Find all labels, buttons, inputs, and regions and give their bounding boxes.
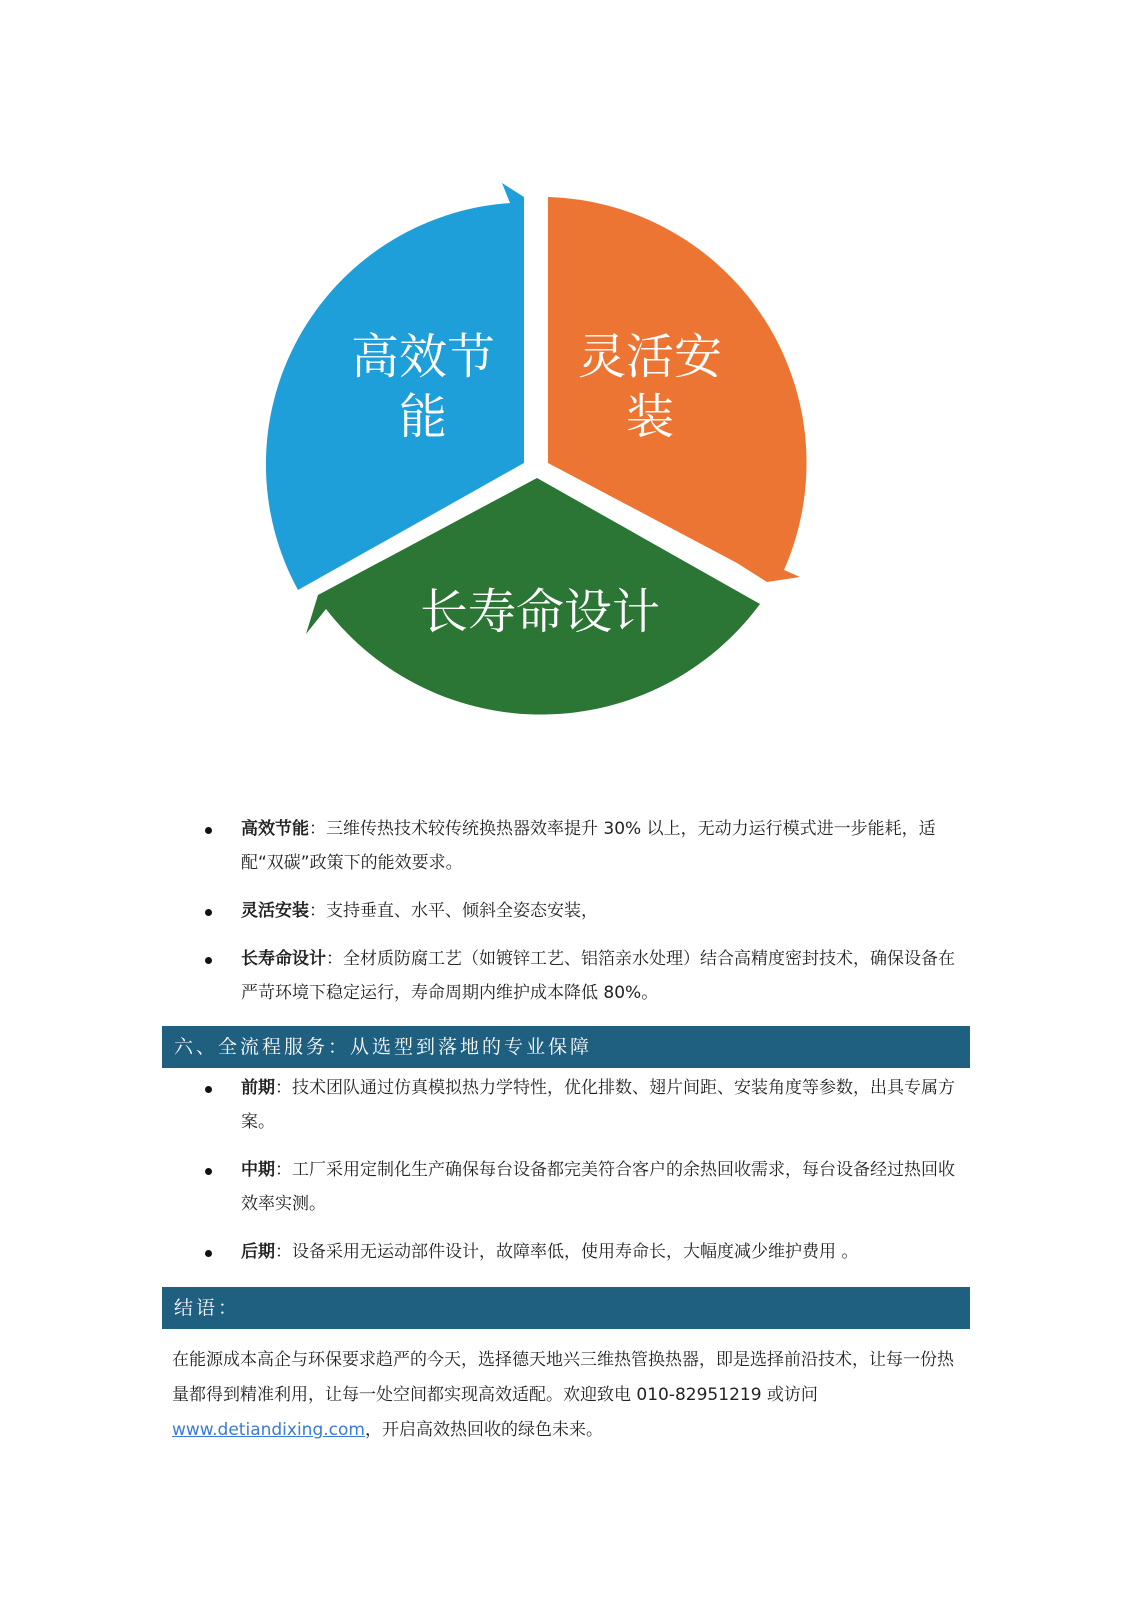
cycle-diagram — [255, 175, 825, 765]
term-separator: ： — [309, 901, 326, 921]
segment-efficiency-label-2: 能 — [398, 389, 448, 445]
list-item — [205, 812, 965, 880]
list-item — [205, 1071, 965, 1139]
feature-text: 支持垂直、水平、倾斜全姿态安装， — [326, 901, 598, 921]
feature-term: 高效节能 — [241, 819, 309, 839]
service-term: 前期 — [241, 1078, 275, 1098]
segment-installation-label-1: 灵活安 — [577, 329, 723, 385]
service-term: 后期 — [241, 1242, 275, 1262]
bullet-icon — [205, 827, 212, 834]
service-term: 中期 — [241, 1160, 275, 1180]
service-text: 技术团队通过仿真模拟热力学特性，优化排数、翅片间距、安装角度等参数，出具专属方案。 — [241, 1078, 955, 1132]
feature-list — [205, 812, 965, 1024]
bullet-icon — [205, 1086, 212, 1093]
section-heading: 六、全流程服务：从选型到落地的专业保障 — [162, 1026, 970, 1068]
website-link[interactable]: www.detiandixing.com — [172, 1420, 365, 1440]
feature-text: 全材质防腐工艺（如镀锌工艺、铝箔亲水处理）结合高精度密封技术，确保设备在严苛环境下稳定运行，寿命周期内维护成本降低 80%。 — [241, 949, 955, 1003]
segment-efficiency-label-1: 高效节 — [350, 329, 496, 385]
service-text: 设备采用无运动部件设计，故障率低，使用寿命长，大幅度减少维护费用 。 — [292, 1242, 859, 1262]
conclusion-heading: 结语： — [162, 1287, 970, 1329]
service-text: 工厂采用定制化生产确保每台设备都完美符合客户的余热回收需求，每台设备经过热回收效率实测。 — [241, 1160, 955, 1214]
bullet-icon — [205, 1250, 212, 1257]
service-list — [205, 1071, 965, 1283]
bullet-icon — [205, 957, 212, 964]
bullet-icon — [205, 1168, 212, 1175]
segment-installation-label-2: 装 — [625, 389, 675, 445]
term-separator: ： — [275, 1242, 292, 1262]
list-item — [205, 1153, 965, 1221]
list-item — [205, 942, 965, 1010]
segment-longevity-label: 长寿命设计 — [419, 584, 661, 640]
feature-term: 灵活安装 — [241, 901, 309, 921]
feature-text: 三维传热技术较传统换热器效率提升 30% 以上，无动力运行模式进一步能耗，适配“双碳”政策下的能效要求。 — [241, 819, 936, 873]
feature-term: 长寿命设计 — [241, 949, 326, 969]
term-separator: ： — [309, 819, 326, 839]
conclusion-text-end: ，开启高效热回收的绿色未来。 — [364, 1420, 603, 1440]
term-separator: ： — [326, 949, 343, 969]
list-item — [205, 894, 965, 928]
conclusion-text: 在能源成本高企与环保要求趋严的今天，选择德天地兴三维热管换热器，即是选择前沿技术，让每一份热量都得到精准利用，让每一处空间都实现高效适配。欢迎致电 010-82951219 或访问 — [172, 1350, 954, 1405]
conclusion-paragraph — [172, 1343, 967, 1448]
bullet-icon — [205, 909, 212, 916]
term-separator: ： — [275, 1160, 292, 1180]
list-item — [205, 1235, 965, 1269]
term-separator: ： — [275, 1078, 292, 1098]
